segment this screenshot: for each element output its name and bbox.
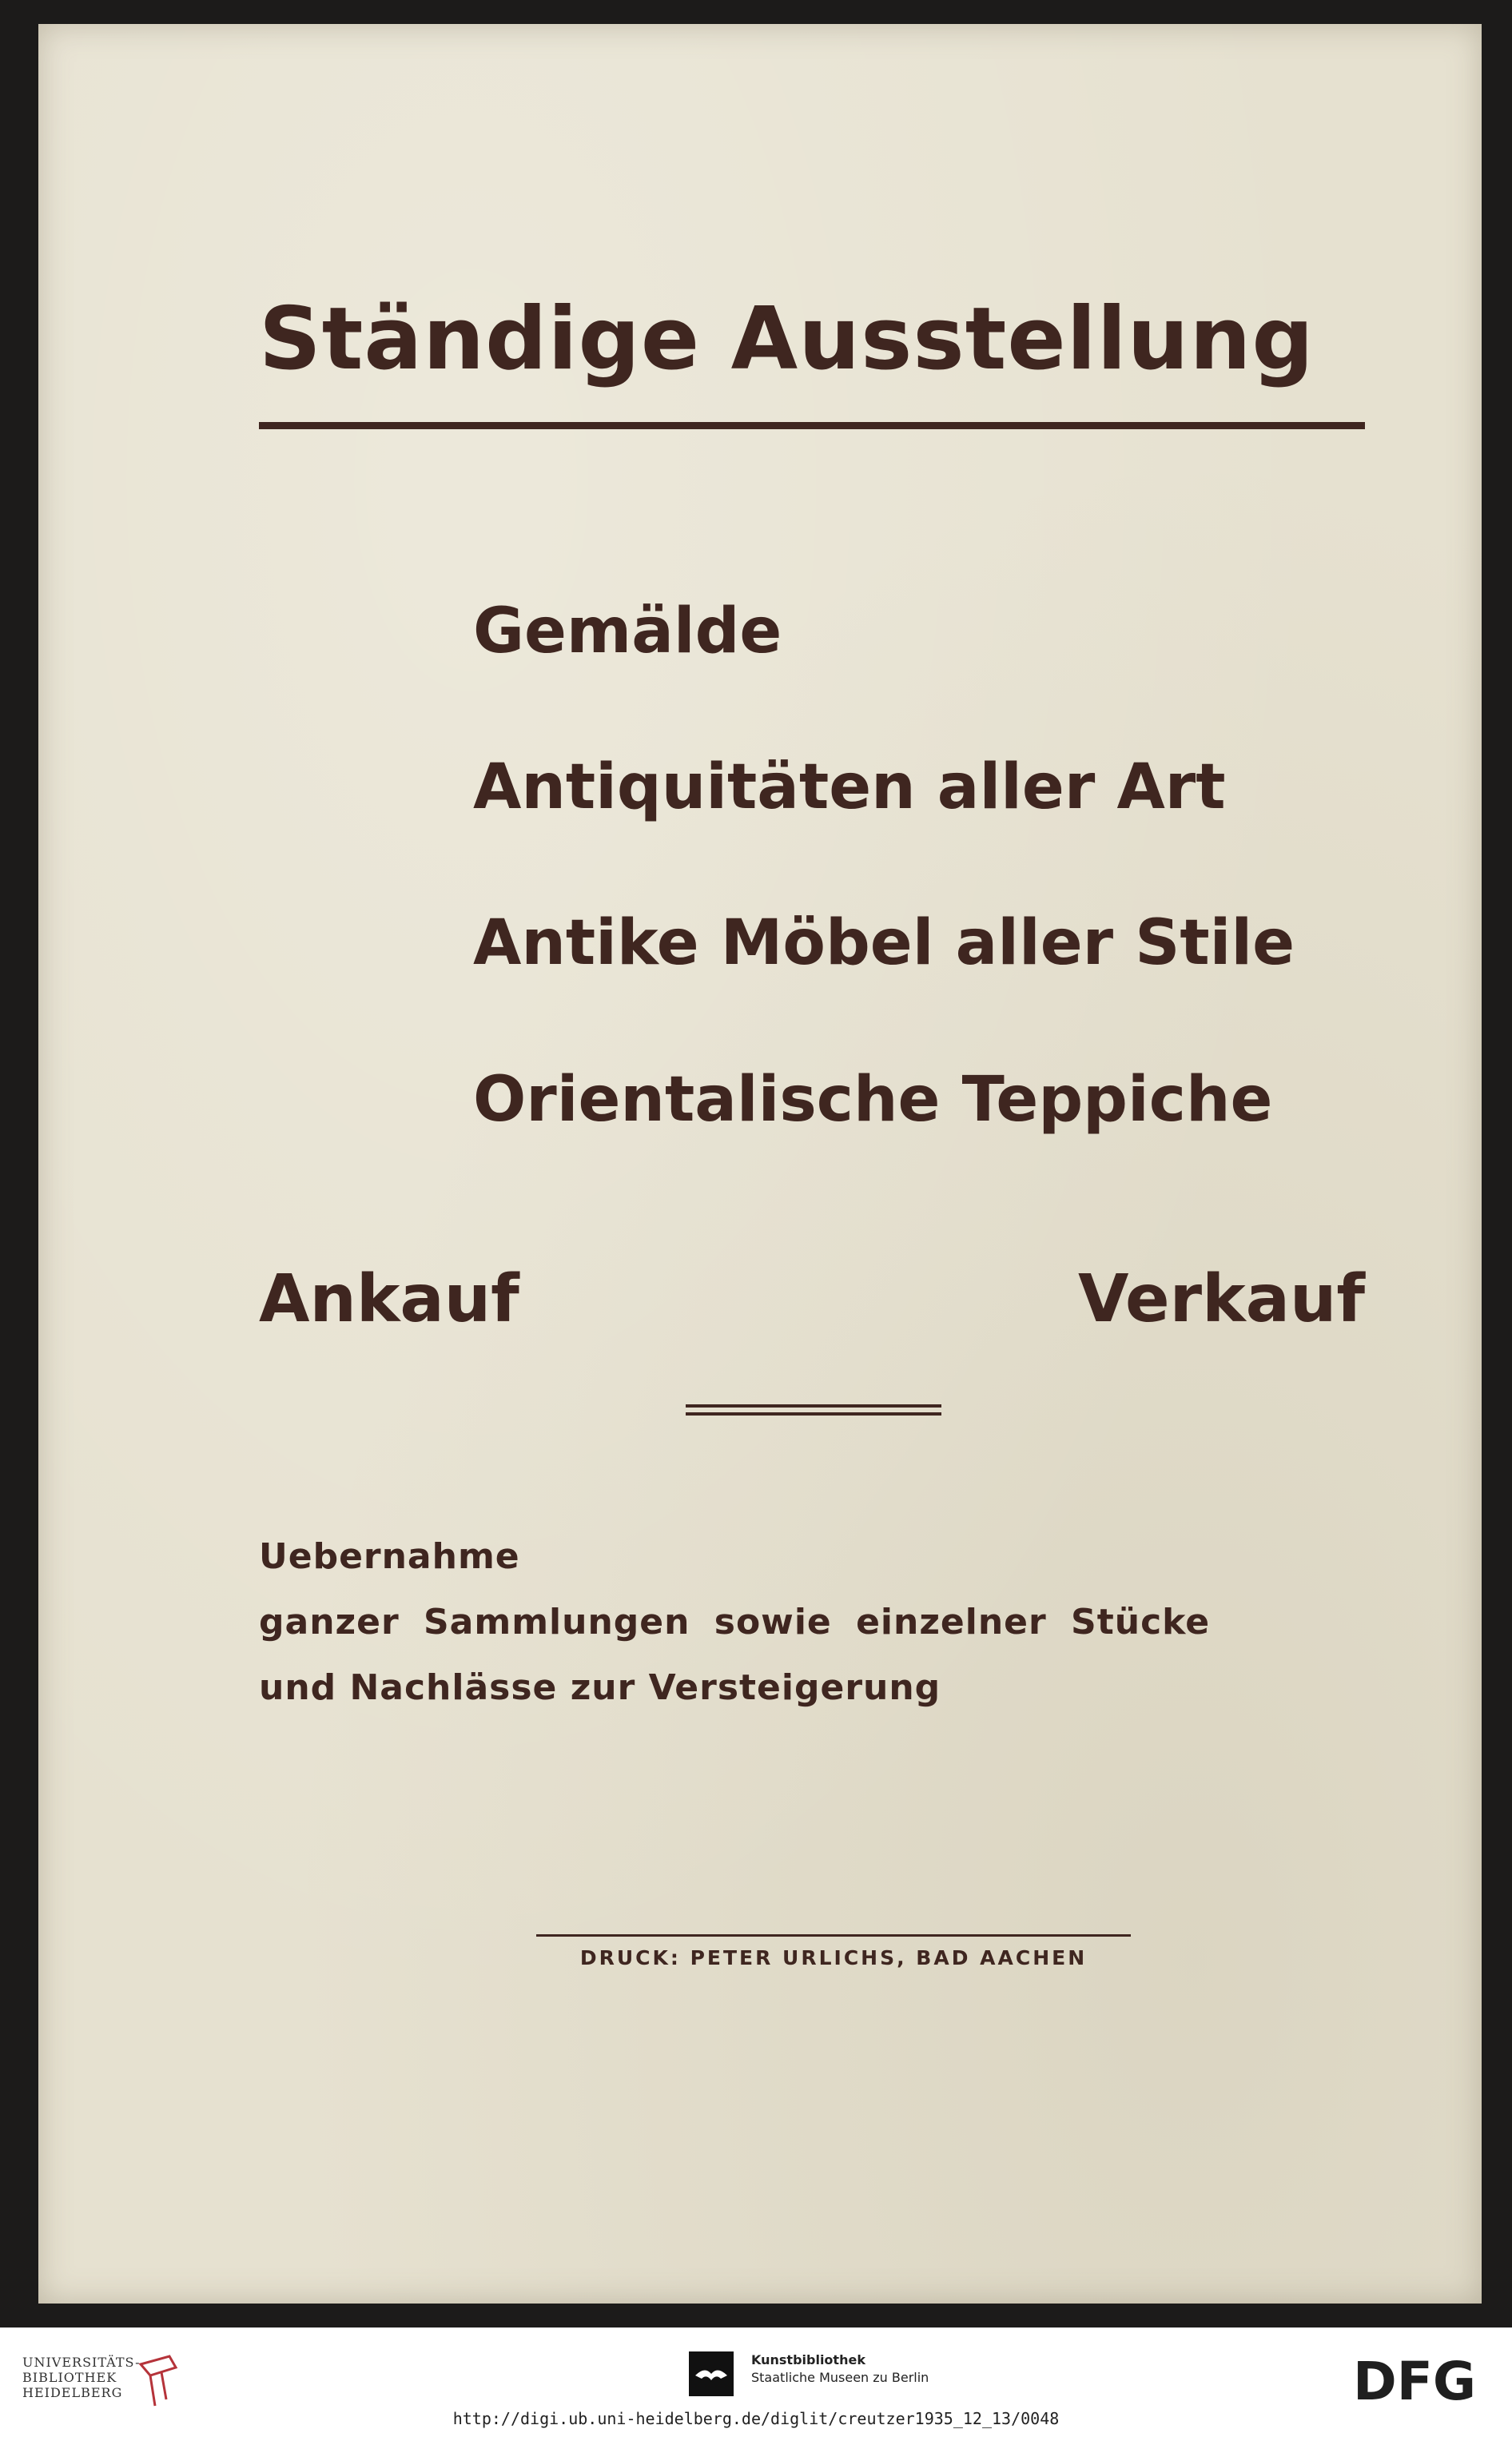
source-url[interactable]: http://digi.ub.uni-heidelberg.de/diglit/creutzer1935_12_13/0048 xyxy=(452,2409,1060,2428)
library-line: BIBLIOTHEK xyxy=(22,2370,117,2385)
library-emblem-icon xyxy=(134,2350,182,2414)
kunstbibliothek-name: Kunstbibliothek xyxy=(751,2352,865,2367)
poster-sheet xyxy=(38,24,1482,2304)
item-antiques: Antiquitäten aller Art xyxy=(473,751,1226,823)
museums-name: Staatliche Museen zu Berlin xyxy=(751,2370,929,2385)
item-carpets: Orientalische Teppiche xyxy=(473,1064,1273,1136)
library-line: UNIVERSITÄTS- xyxy=(22,2355,141,2370)
buy-label: Ankauf xyxy=(259,1261,519,1337)
kunstbibliothek-label[interactable] xyxy=(751,2351,929,2387)
title-underline xyxy=(259,422,1365,429)
library-line: HEIDELBERG xyxy=(22,2385,123,2400)
item-paintings: Gemälde xyxy=(473,595,782,667)
dfg-logo[interactable] xyxy=(1343,2351,1486,2407)
item-furniture: Antike Möbel aller Stile xyxy=(473,907,1295,979)
divider-top xyxy=(686,1404,941,1408)
digitization-footer xyxy=(0,2327,1512,2437)
note-line-1: Uebernahme xyxy=(259,1536,520,1577)
kunstbibliothek-eagle-icon xyxy=(689,2351,734,2396)
note-line-3: und Nachlässe zur Versteigerung xyxy=(259,1667,941,1708)
poster-title: Ständige Ausstellung xyxy=(259,289,1315,389)
divider-bottom xyxy=(686,1412,941,1416)
dfg-text: DFG xyxy=(1352,2351,1477,2407)
printer-rule xyxy=(536,1934,1131,1937)
heidelberg-library-logo[interactable] xyxy=(22,2355,140,2400)
sell-label: Verkauf xyxy=(1078,1261,1365,1337)
printer-imprint: DRUCK: PETER URLICHS, BAD AACHEN xyxy=(579,1946,1088,1969)
note-line-2: ganzer Sammlungen sowie einzelner Stücke xyxy=(259,1602,1211,1643)
